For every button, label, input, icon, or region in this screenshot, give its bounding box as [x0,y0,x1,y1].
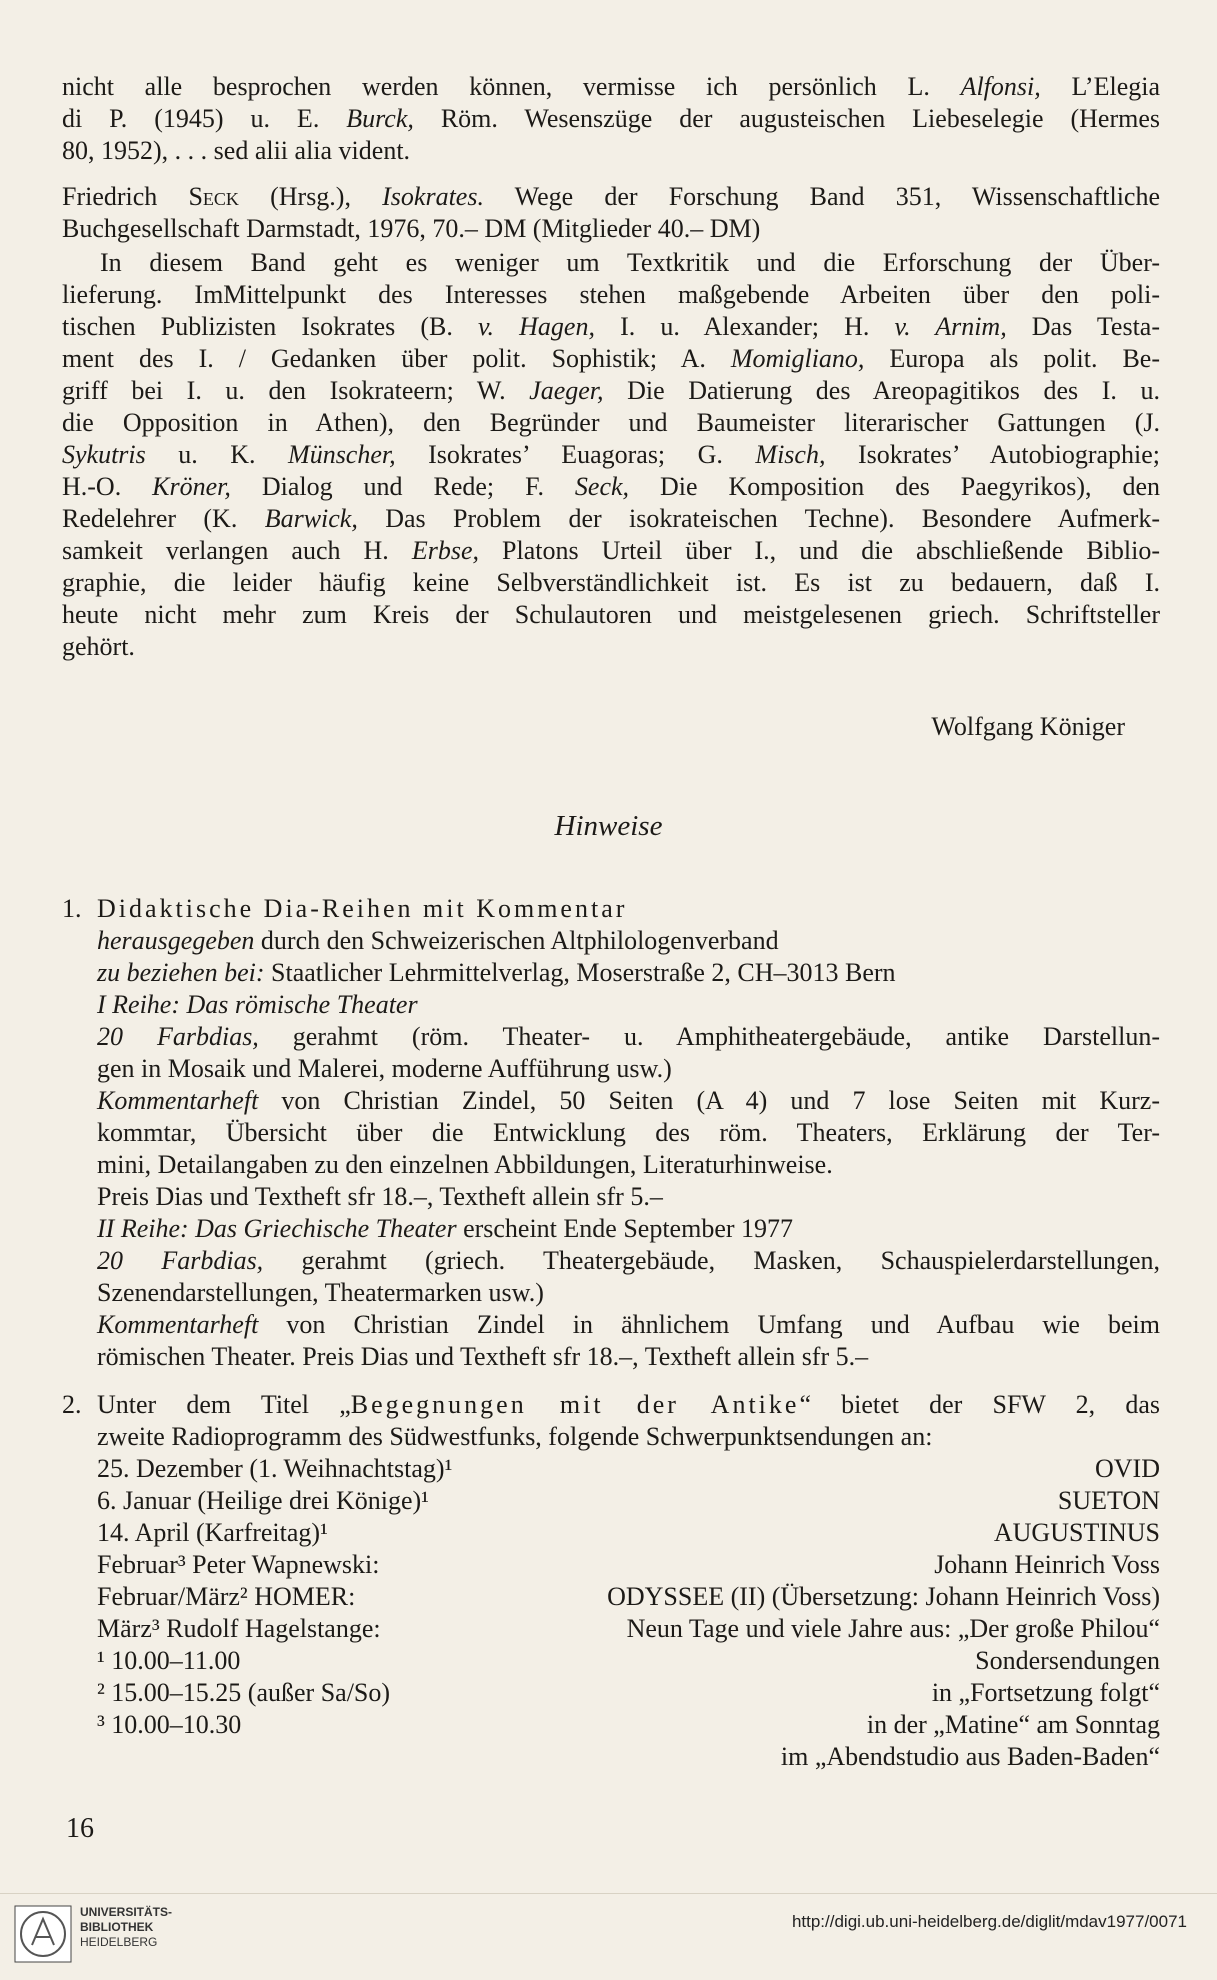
text-line: Szenendarstellungen, Theatermarken usw.) [97,1278,544,1307]
text-line: ment des I. / Gedanken über polit. Sophistik; A. Momigliano, Europa als polit. Be- [62,344,1160,373]
broadcast-row: März³ Rudolf Hagelstange: Neun Tage und viele Jahre aus: „Der große Philou“ [97,1614,1160,1643]
footnote-row: ² 15.00–15.25 (außer Sa/So) in „Fortsetzung folgt“ [97,1678,1160,1707]
text-line: mini, Detailangaben zu den einzelnen Abbildungen, Literaturhinweise. [97,1150,833,1179]
list-item-number: 1. [62,894,82,923]
text-line: II Reihe: Das Griechische Theater erscheint Ende September 1977 [97,1214,794,1243]
text-line: Sykutris u. K. Münscher, Isokrates’ Euagoras; G. Misch, Isokrates’ Autobiographie; [62,440,1161,469]
text-line: H.-O. Kröner, Dialog und Rede; F. Seck, Die Komposition des Paegyrikos), den [62,472,1160,501]
text-line: 80, 1952), . . . sed alii alia vident. [62,136,411,165]
text-line: In diesem Band geht es weniger um Textkritik und die Erforschung der Über- [100,248,1160,277]
broadcast-row: 6. Januar (Heilige drei Könige)¹ SUETON [97,1486,1160,1515]
source-url[interactable]: http://digi.ub.uni-heidelberg.de/diglit/mdav1977/0071 [791,1912,1187,1931]
broadcast-row: Februar/März² HOMER: ODYSSEE (II) (Übersetzung: Johann Heinrich Voss) [97,1582,1160,1611]
text-line: griff bei I. u. den Isokrateern; W. Jaeger, Die Datierung des Areopagitikos des I. u. [62,376,1160,405]
text-line: nicht alle besprochen werden können, vermisse ich persönlich L. Alfonsi, L’Elegia [62,72,1161,101]
library-seal-icon [14,1905,72,1963]
text-line: kommtar, Übersicht über die Entwicklung des röm. Theaters, Erklärung der Ter- [97,1118,1160,1147]
text-line: zu beziehen bei: Staatlicher Lehrmittelverlag, Moserstraße 2, CH–3013 Bern [97,958,896,987]
text-line: 20 Farbdias, gerahmt (röm. Theater- u. Amphitheatergebäude, antike Darstellun- [97,1022,1160,1051]
page-number: 16 [66,1813,94,1844]
text-line: graphie, die leider häufig keine Selbverständlichkeit ist. Es ist zu bedauern, daß I. [62,568,1160,597]
text-line: zweite Radioprogramm des Südwestfunks, folgende Schwerpunktsendungen an: [97,1422,933,1451]
footnote-row: ³ 10.00–10.30 in der „Matine“ am Sonntag [97,1710,1160,1739]
text-line: herausgegeben durch den Schweizerischen Altphilologenverband [97,926,779,955]
text-line: lieferung. ImMittelpunkt des Interesses stehen maßgebende Arbeiten über den poli- [62,280,1160,309]
section-heading: Hinweise [554,810,663,842]
footer-divider [0,1893,1217,1894]
footnote-row: ¹ 10.00–11.00 Sondersendungen [97,1646,1160,1675]
text-line: gen in Mosaik und Malerei, moderne Aufführung usw.) [97,1054,672,1083]
text-line: die Opposition in Athen), den Begründer und Baumeister literarischer Gattungen (J. [62,408,1160,437]
text-line: di P. (1945) u. E. Burck, Röm. Wesenszüge der augusteischen Liebeselegie (Hermes [62,104,1160,133]
text-line: Unter dem Titel „Begegnungen mit der Antike“ bietet der SFW 2, das [97,1390,1160,1419]
list-item-number: 2. [62,1390,82,1419]
library-name: UNIVERSITÄTS- BIBLIOTHEK HEIDELBERG [80,1905,173,1949]
text-line: gehört. [62,632,135,661]
broadcast-row: 25. Dezember (1. Weihnachtstag)¹ OVID [97,1454,1160,1483]
footnote-row: im „Abendstudio aus Baden-Baden“ [780,1742,1160,1771]
text-line: samkeit verlangen auch H. Erbse, Platons Urteil über I., und die abschließende Biblio- [62,536,1160,565]
text-line: römischen Theater. Preis Dias und Textheft sfr 18.–, Textheft allein sfr 5.– [97,1342,869,1371]
text-line: I Reihe: Das römische Theater [97,990,418,1019]
broadcast-row: Februar³ Peter Wapnewski: Johann Heinrich Voss [97,1550,1160,1579]
text-line: tischen Publizisten Isokrates (B. v. Hagen, I. u. Alexander; H. v. Arnim, Das Testa- [62,312,1160,341]
book-reference: Buchgesellschaft Darmstadt, 1976, 70.– DM (Mitglieder 40.– DM) [62,214,761,243]
text-line: heute nicht mehr zum Kreis der Schulautoren und meistgelesenen griech. Schriftsteller [62,600,1160,629]
text-line: 20 Farbdias, gerahmt (griech. Theatergebäude, Masken, Schauspielerdarstellungen, [97,1246,1160,1275]
book-reference: Friedrich Seck (Hrsg.), Isokrates. Wege der Forschung Band 351, Wissenschaftliche [62,182,1160,211]
text-line: Kommentarheft von Christian Zindel in ähnlichem Umfang und Aufbau wie beim [97,1310,1160,1339]
item-title: Didaktische Dia-Reihen mit Kommentar [97,894,628,923]
text-line: Redelehrer (K. Barwick, Das Problem der isokrateischen Techne). Besondere Aufmerk- [62,504,1160,533]
broadcast-row: 14. April (Karfreitag)¹ AUGUSTINUS [97,1518,1160,1547]
reviewer-signature: Wolfgang Königer [931,712,1125,741]
text-line: Kommentarheft von Christian Zindel, 50 Seiten (A 4) und 7 lose Seiten mit Kurz- [97,1086,1160,1115]
text-line: Preis Dias und Textheft sfr 18.–, Textheft allein sfr 5.– [97,1182,663,1211]
